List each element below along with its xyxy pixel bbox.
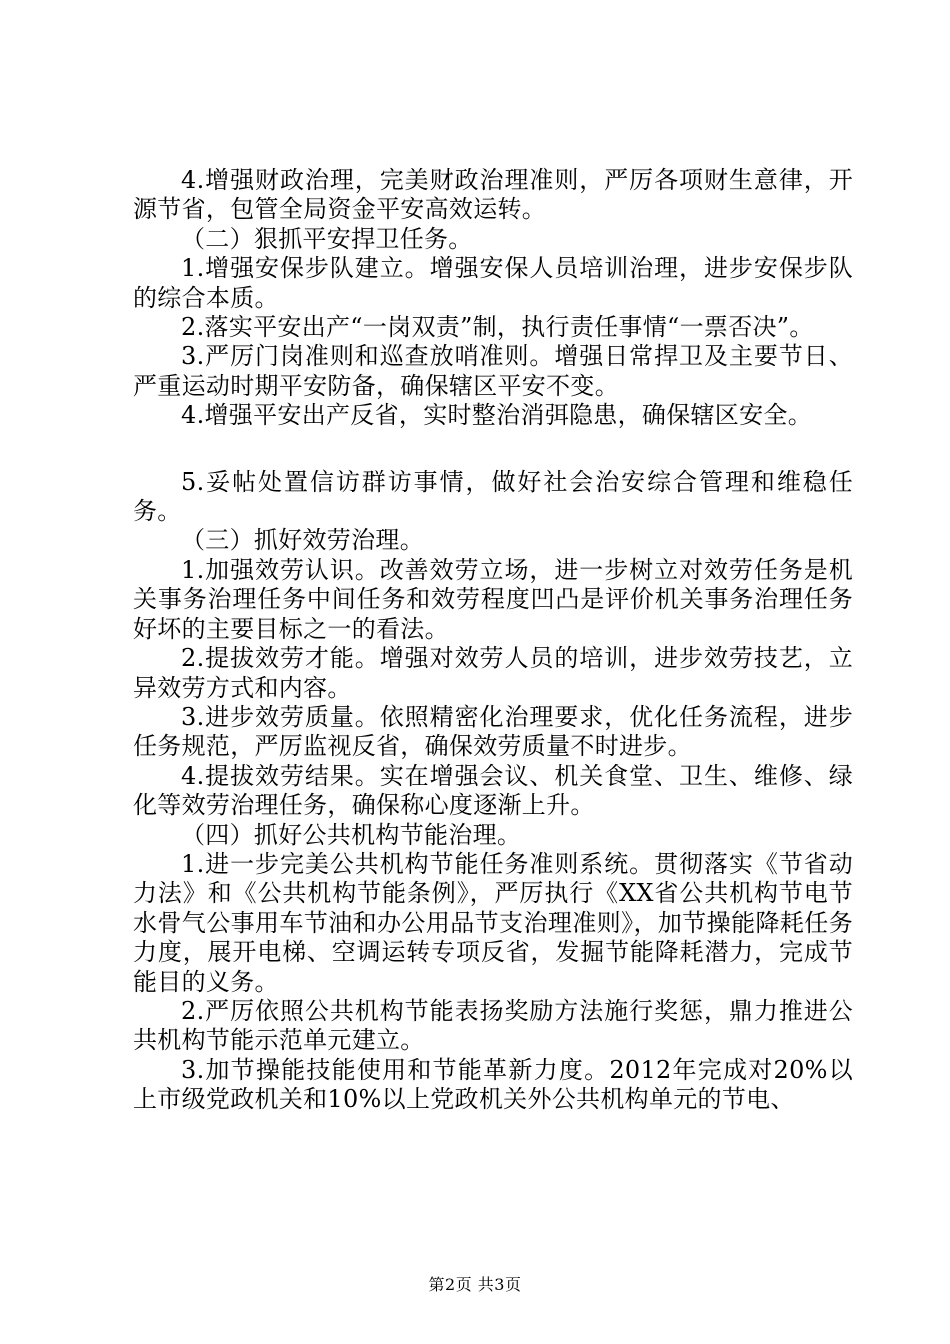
paragraph-service-ability: 2.提拔效劳才能。增强对效劳人员的培训，进步效劳技艺，立异效劳方式和内容。 [133,644,853,702]
paragraph-service-quality: 3.进步效劳质量。依照精密化治理要求，优化任务流程，进步任务规范，严厉监视反省，确保效劳质量不时进步。 [133,702,853,761]
paragraph-gate-patrol: 3.严厉门岗准则和巡查放哨准则。增强日常捍卫及主要节日、严重运动时期平安防备，确保辖区平安不变。 [133,342,853,400]
paragraph-energy-rewards: 2.严厉依照公共机构节能表扬奖励方法施行奖惩，鼎力推进公共机构节能示范单元建立。 [133,996,853,1055]
paragraph-safety-inspection: 4.增强平安出产反省，实时整治消弭隐患，确保辖区安全。 [181,401,812,430]
paragraph-service-results: 4.提拔效劳结果。实在增强会议、机关食堂、卫生、维修、绿化等效劳治理任务，确保称心度逐渐上升。 [133,761,853,820]
paragraph-energy-technology: 3.加节操能技能使用和节能革新力度。2012年完成对20%以上市级党政机关和10%以上党政机关外公共机构单元的节电、 [133,1055,853,1114]
document-body [133,166,853,1115]
section-heading-security: （二）狠抓平安捍卫任务。 [181,224,473,253]
page-number-footer: 第2页 共3页 [428,1275,522,1294]
paragraph-dual-responsibility: 2.落实平安出产“一岗双责”制，执行责任事情“一票否决”。 [181,313,814,342]
paragraph-finance: 4.增强财政治理，完美财政治理准则，严厉各项财生意律，开源节省，包管全局资金平安高效运转。 [133,166,853,224]
paragraph-petitions: 5.妥帖处置信访群访事情，做好社会治安综合管理和维稳任务。 [133,467,853,526]
paragraph-security-team: 1.增强安保步队建立。增强安保人员培训治理，进步安保步队的综合本质。 [133,254,853,312]
section-heading-energy: （四）抓好公共机构节能治理。 [181,820,522,849]
section-heading-service: （三）抓好效劳治理。 [181,526,424,555]
paragraph-energy-system: 1.进一步完美公共机构节能任务准则系统。贯彻落实《节省动力法》和《公共机构节能条例》，严厉执行《XX省公共机构节电节水骨气公事用车节油和办公用品节支治理准则》，加节操能降耗任务力度，展开电梯、空调运转专项反省，发掘节能降耗潜力，完成节能目的义务。 [133,849,853,996]
paragraph-service-awareness: 1.加强效劳认识。改善效劳立场，进一步树立对效劳任务是机关事务治理任务中间任务和效劳程度凹凸是评价机关事务治理任务好坏的主要目标之一的看法。 [133,555,853,643]
